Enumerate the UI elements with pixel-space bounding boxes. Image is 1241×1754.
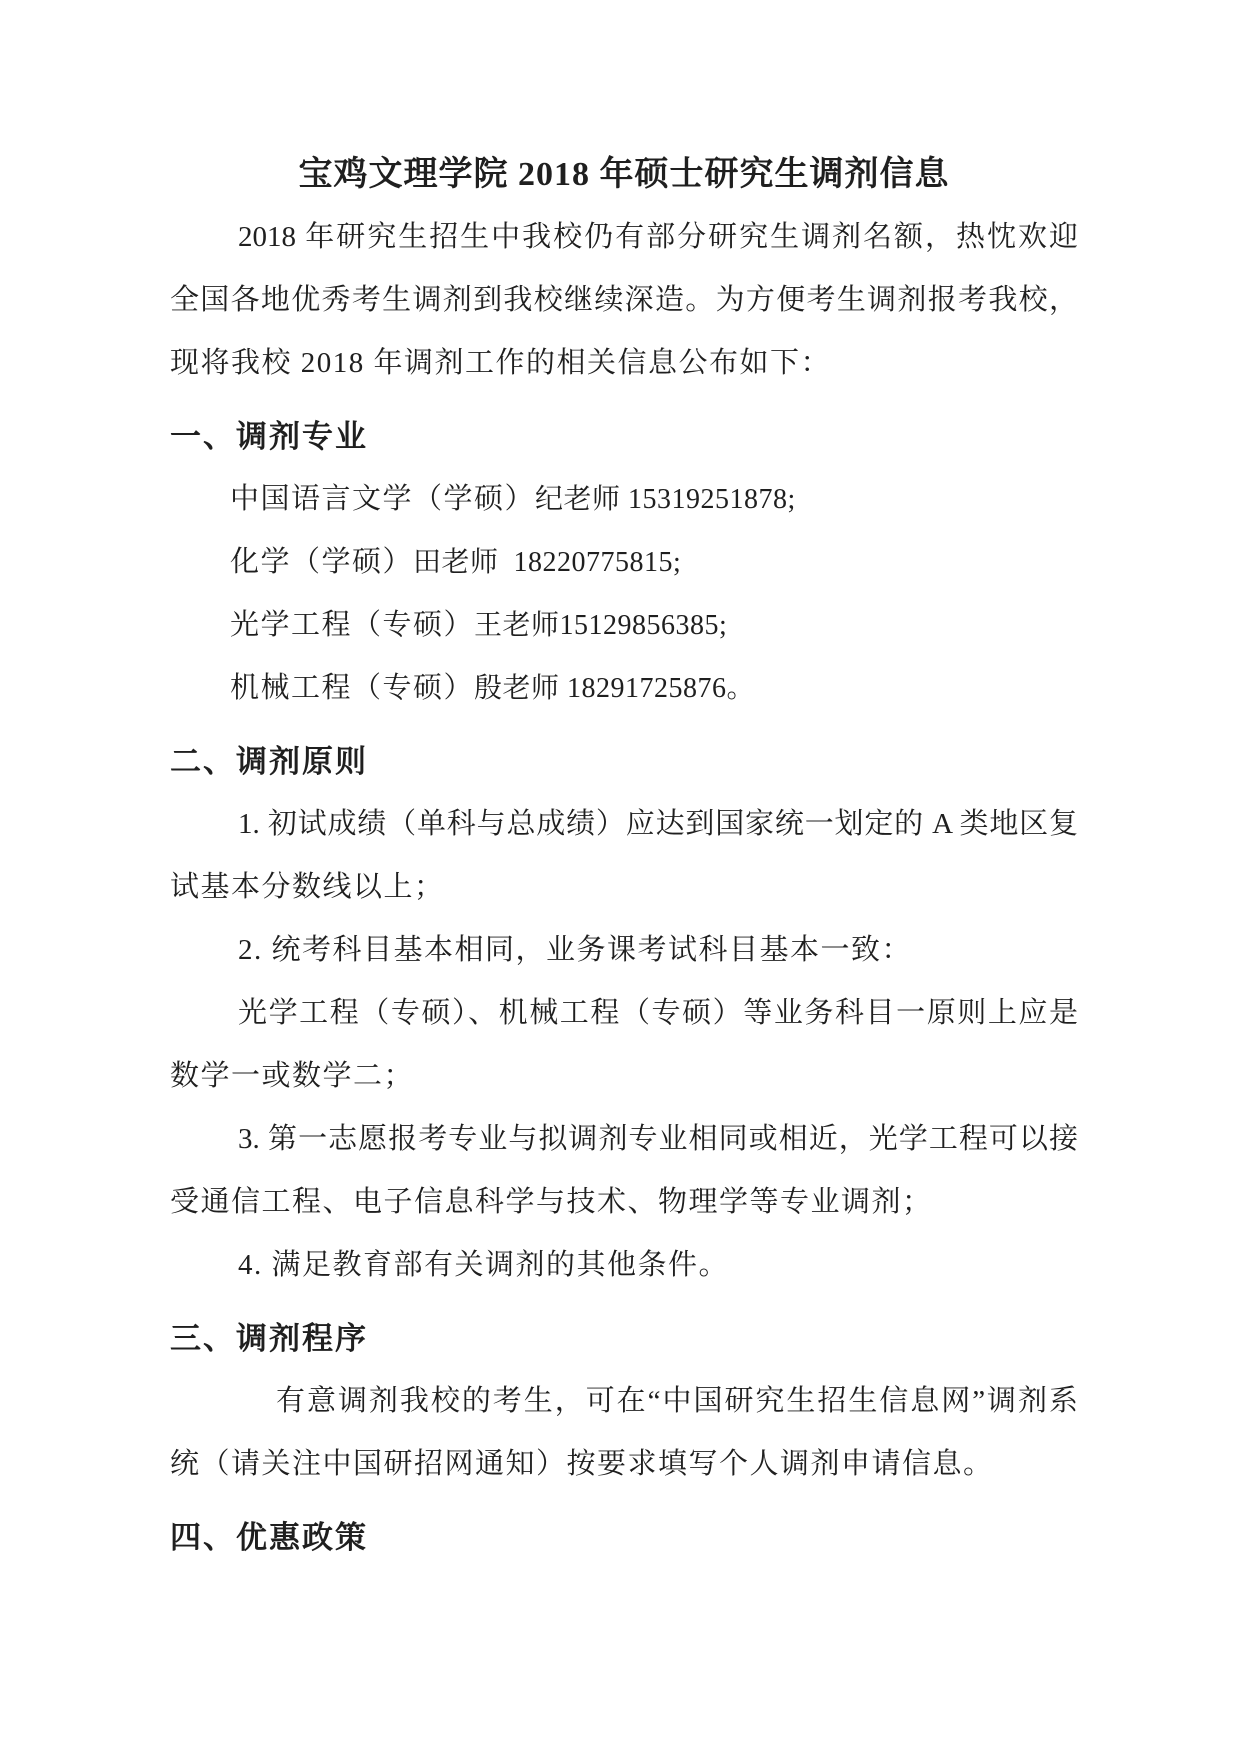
specialty-line <box>170 594 1078 657</box>
procedure-line: 统（请关注中国研招网通知）按要求填写个人调剂申请信息。 <box>170 1448 994 1480</box>
specialty-line <box>170 531 1078 594</box>
principle-line: 4. 满足教育部有关调剂的其他条件。 <box>238 1249 730 1281</box>
document-title: 宝鸡文理学院 2018 年硕士研究生调剂信息 <box>298 156 950 193</box>
procedure-line: 有意调剂我校的考生，可在“中国研究生招生信息网”调剂系 <box>276 1385 1078 1417</box>
principle-line: 2. 统考科目基本相同，业务课考试科目基本一致： <box>238 934 913 966</box>
section-2-heading: 二、调剂原则 <box>170 744 368 779</box>
major-name: 光学工程（专硕） <box>230 609 475 641</box>
section-1-heading: 一、调剂专业 <box>170 419 368 454</box>
section-3-heading: 三、调剂程序 <box>170 1321 368 1356</box>
section-4-heading: 四、优惠政策 <box>170 1520 368 1555</box>
principle-line: 光学工程（专硕）、机械工程（专硕）等业务科目一原则上应是 <box>238 997 1078 1029</box>
major-name: 机械工程（专硕） <box>230 672 475 704</box>
major-name: 化学（学硕） <box>230 546 414 578</box>
major-contact: 纪老师 15319251878; <box>535 484 796 515</box>
principle-line: 受通信工程、电子信息科学与技术、物理学等专业调剂； <box>170 1186 933 1218</box>
intro-line-2: 全国各地优秀考生调剂到我校继续深造。为方便考生调剂报考我校， <box>170 284 1078 316</box>
major-contact: 殷老师 18291725876。 <box>474 673 756 704</box>
intro-line-1: 2018 年研究生招生中我校仍有部分研究生调剂名额，热忱欢迎 <box>238 221 1078 253</box>
major-contact: 王老师15129856385; <box>474 610 728 641</box>
major-contact: 田老师 18220775815; <box>413 547 682 578</box>
principle-line: 试基本分数线以上； <box>170 871 445 903</box>
specialty-line <box>170 657 1078 720</box>
principle-line: 3. 第一志愿报考专业与拟调剂专业相同或相近，光学工程可以接 <box>238 1123 1078 1155</box>
intro-line-3: 现将我校 2018 年调剂工作的相关信息公布如下： <box>170 347 832 379</box>
specialty-line <box>170 468 1078 531</box>
principle-line: 1. 初试成绩（单科与总成绩）应达到国家统一划定的 A 类地区复 <box>238 808 1078 840</box>
principle-line: 数学一或数学二； <box>170 1060 415 1092</box>
major-name: 中国语言文学（学硕） <box>230 483 536 515</box>
